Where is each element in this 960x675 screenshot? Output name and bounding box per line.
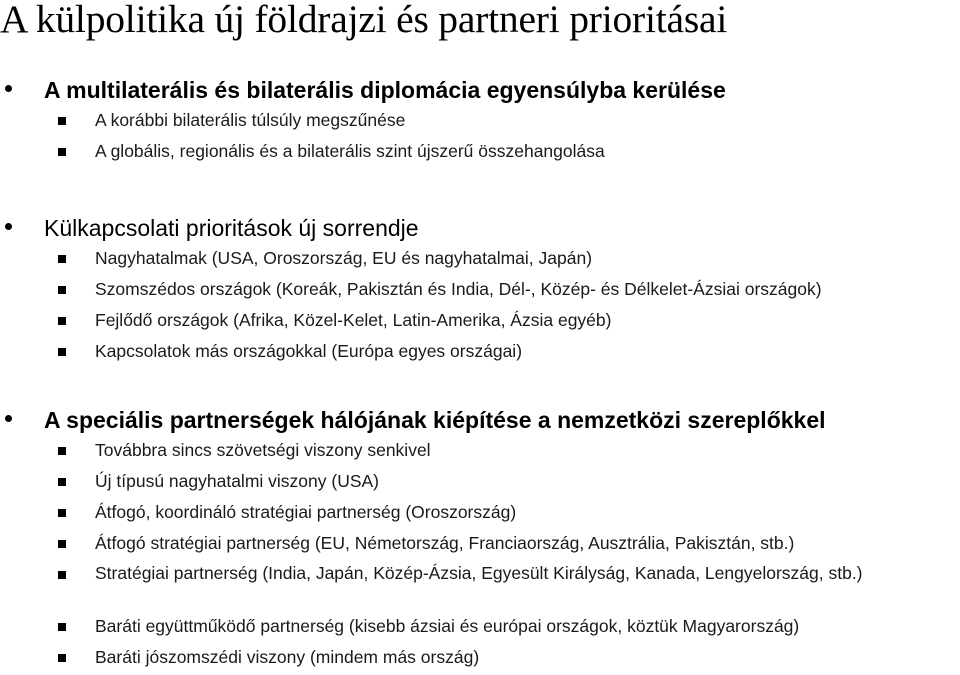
heading-item bbox=[0, 403, 960, 437]
list-item-text: A korábbi bilaterális túlsúly megszűnése bbox=[95, 110, 406, 130]
heading-item bbox=[0, 211, 960, 245]
square-bullet-icon bbox=[58, 447, 66, 455]
section-special-partnerships bbox=[0, 403, 960, 675]
square-bullet-icon bbox=[58, 348, 66, 356]
round-bullet-icon bbox=[5, 85, 12, 92]
list-item bbox=[0, 530, 960, 561]
list-item bbox=[0, 561, 960, 613]
list-item-text: Kapcsolatok más országokkal (Európa egyes országai) bbox=[95, 341, 523, 361]
round-bullet-icon bbox=[5, 415, 12, 422]
list-item bbox=[0, 138, 960, 169]
section-diplomacy-balance bbox=[0, 73, 960, 169]
list-item bbox=[0, 644, 960, 675]
list-item-text: Továbbra sincs szövetségi viszony senkivel bbox=[95, 440, 431, 460]
square-bullet-icon bbox=[58, 571, 66, 579]
section-heading: A speciális partnerségek hálójának kiépítése a nemzetközi szereplőkkel bbox=[44, 407, 826, 433]
list-item-text: Nagyhatalmak (USA, Oroszország, EU és nagyhatalmai, Japán) bbox=[95, 248, 593, 268]
list-item-text: Átfogó, koordináló stratégiai partnerség (Oroszország) bbox=[95, 502, 517, 522]
list-item-text: A globális, regionális és a bilaterális szint újszerű összehangolása bbox=[95, 141, 605, 161]
square-bullet-icon bbox=[58, 540, 66, 548]
list-item-text: Átfogó stratégiai partnerség (EU, Németország, Franciaország, Ausztrália, Pakisztán, stb.) bbox=[95, 533, 795, 553]
section-heading: Külkapcsolati prioritások új sorrendje bbox=[44, 215, 419, 241]
square-bullet-icon bbox=[58, 478, 66, 486]
square-bullet-icon bbox=[58, 623, 66, 631]
list-item bbox=[0, 437, 960, 468]
section-priorities-order bbox=[0, 211, 960, 369]
slide-title: A külpolitika új földrajzi és partneri prioritásai bbox=[0, 0, 728, 41]
square-bullet-icon bbox=[58, 148, 66, 156]
square-bullet-icon bbox=[58, 286, 66, 294]
square-bullet-icon bbox=[58, 117, 66, 125]
list-item-text: Baráti együttműködő partnerség (kisebb ázsiai és európai országok, köztük Magyarország) bbox=[95, 616, 800, 636]
section-heading: A multilaterális és bilaterális diplomácia egyensúlyba kerülése bbox=[44, 77, 726, 103]
list-item-text: Új típusú nagyhatalmi viszony (USA) bbox=[95, 471, 379, 491]
list-item bbox=[0, 107, 960, 138]
list-item bbox=[0, 338, 960, 369]
list-item-text: Fejlődő országok (Afrika, Közel-Kelet, Latin-Amerika, Ázsia egyéb) bbox=[95, 310, 612, 330]
list-item bbox=[0, 307, 960, 338]
round-bullet-icon bbox=[5, 223, 12, 230]
list-item-text: Baráti jószomszédi viszony (mindem más ország) bbox=[95, 647, 480, 667]
heading-item bbox=[0, 73, 960, 107]
square-bullet-icon bbox=[58, 255, 66, 263]
list-item bbox=[0, 276, 960, 307]
list-item bbox=[0, 499, 960, 530]
list-item bbox=[0, 468, 960, 499]
square-bullet-icon bbox=[58, 654, 66, 662]
list-item bbox=[0, 613, 960, 644]
list-item bbox=[0, 245, 960, 276]
list-item-text: Stratégiai partnerség (India, Japán, Közép-Ázsia, Egyesült Királyság, Kanada, Lengyelország, stb.) bbox=[95, 563, 863, 583]
square-bullet-icon bbox=[58, 317, 66, 325]
square-bullet-icon bbox=[58, 509, 66, 517]
list-item-text: Szomszédos országok (Koreák, Pakisztán és India, Dél-, Közép- és Délkelet-Ázsiai országok) bbox=[95, 279, 822, 299]
